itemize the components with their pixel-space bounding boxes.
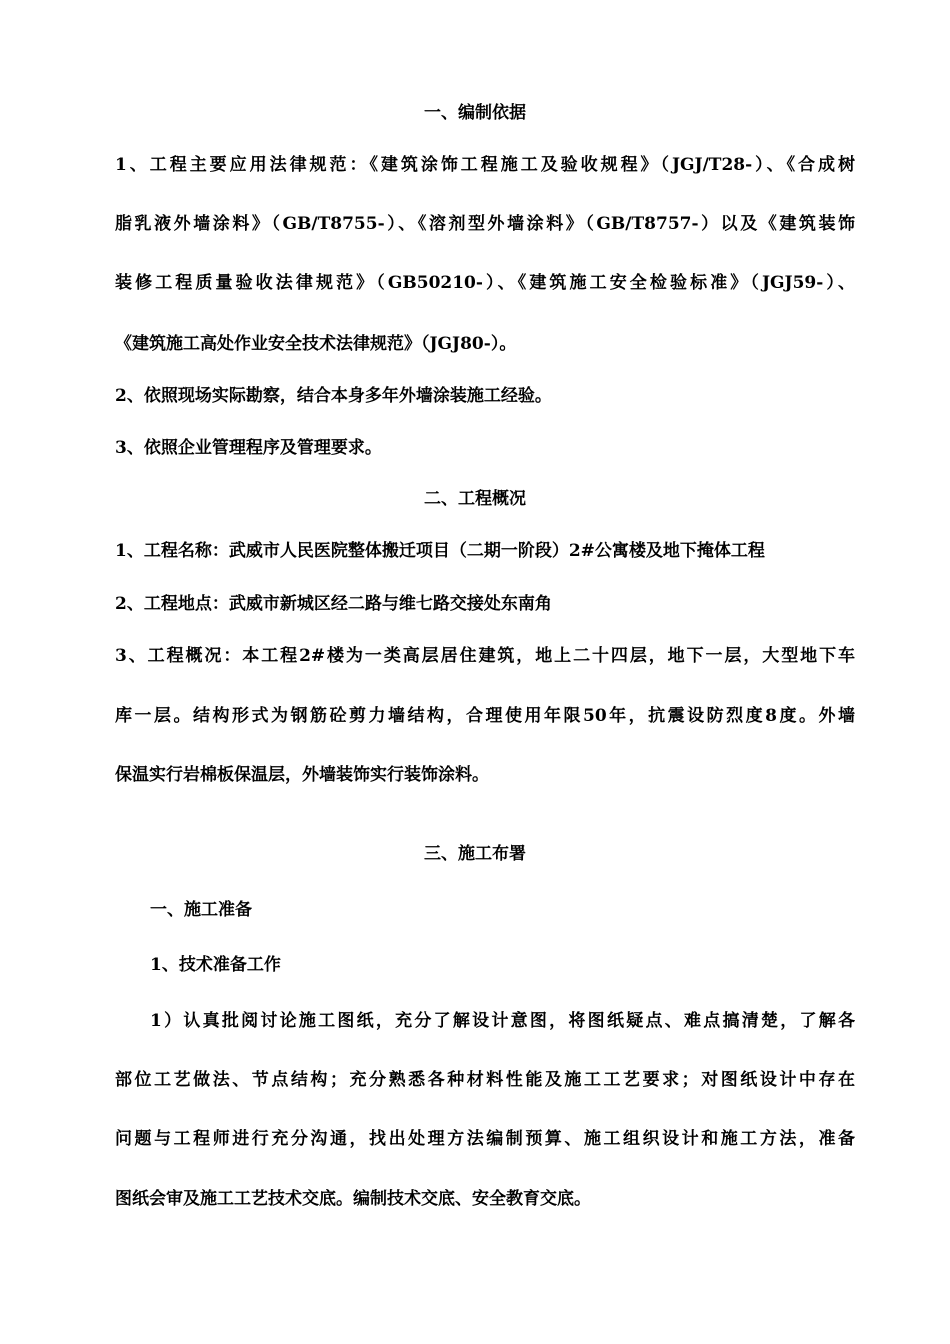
paragraph-line: 脂乳液外墙涂料》（GB/T8755-）、《溶剂型外墙涂料》（GB/T8757-）以及《建筑装饰 xyxy=(115,214,855,234)
paragraph-line: 2、依照现场实际勘察，结合本身多年外墙涂装施工经验。 xyxy=(115,386,552,406)
paragraph-line: 图纸会审及施工工艺技术交底。编制技术交底、安全教育交底。 xyxy=(115,1189,591,1209)
subheading: 一、施工准备 xyxy=(150,900,252,920)
subheading: 1、技术准备工作 xyxy=(150,955,281,975)
paragraph-line: 《建筑施工高处作业安全技术法律规范》（JGJ80-）。 xyxy=(115,334,517,354)
paragraph-line: 问题与工程师进行充分沟通，找出处理方法编制预算、施工组织设计和施工方法，准备 xyxy=(115,1129,855,1149)
section-heading-overview: 二、工程概况 xyxy=(424,489,526,509)
paragraph-line: 部位工艺做法、节点结构；充分熟悉各种材料性能及施工工艺要求；对图纸设计中存在 xyxy=(115,1070,855,1090)
paragraph-line: 1）认真批阅讨论施工图纸，充分了解设计意图，将图纸疑点、难点搞清楚，了解各 xyxy=(150,1011,855,1031)
section-heading-deployment: 三、施工布署 xyxy=(424,844,526,864)
paragraph-line: 1、工程名称：武威市人民医院整体搬迁项目（二期一阶段）2#公寓楼及地下掩体工程 xyxy=(115,541,765,561)
paragraph-line: 保温实行岩棉板保温层，外墙装饰实行装饰涂料。 xyxy=(115,765,489,785)
paragraph-line: 3、依照企业管理程序及管理要求。 xyxy=(115,438,382,458)
paragraph-line: 库一层。结构形式为钢筋砼剪力墙结构，合理使用年限50年，抗震设防烈度8度。外墙 xyxy=(115,706,855,726)
paragraph-line: 1、工程主要应用法律规范：《建筑涂饰工程施工及验收规程》（JGJ/T28-）、《合成树 xyxy=(115,155,855,175)
paragraph-line: 3、工程概况：本工程2#楼为一类高层居住建筑，地上二十四层，地下一层，大型地下车 xyxy=(115,646,855,666)
paragraph-line: 2、工程地点：武威市新城区经二路与维七路交接处东南角 xyxy=(115,594,552,614)
section-heading-basis: 一、编制依据 xyxy=(424,103,526,123)
paragraph-line: 装修工程质量验收法律规范》（GB50210-）、《建筑施工安全检验标准》（JGJ59-）、 xyxy=(115,273,855,293)
